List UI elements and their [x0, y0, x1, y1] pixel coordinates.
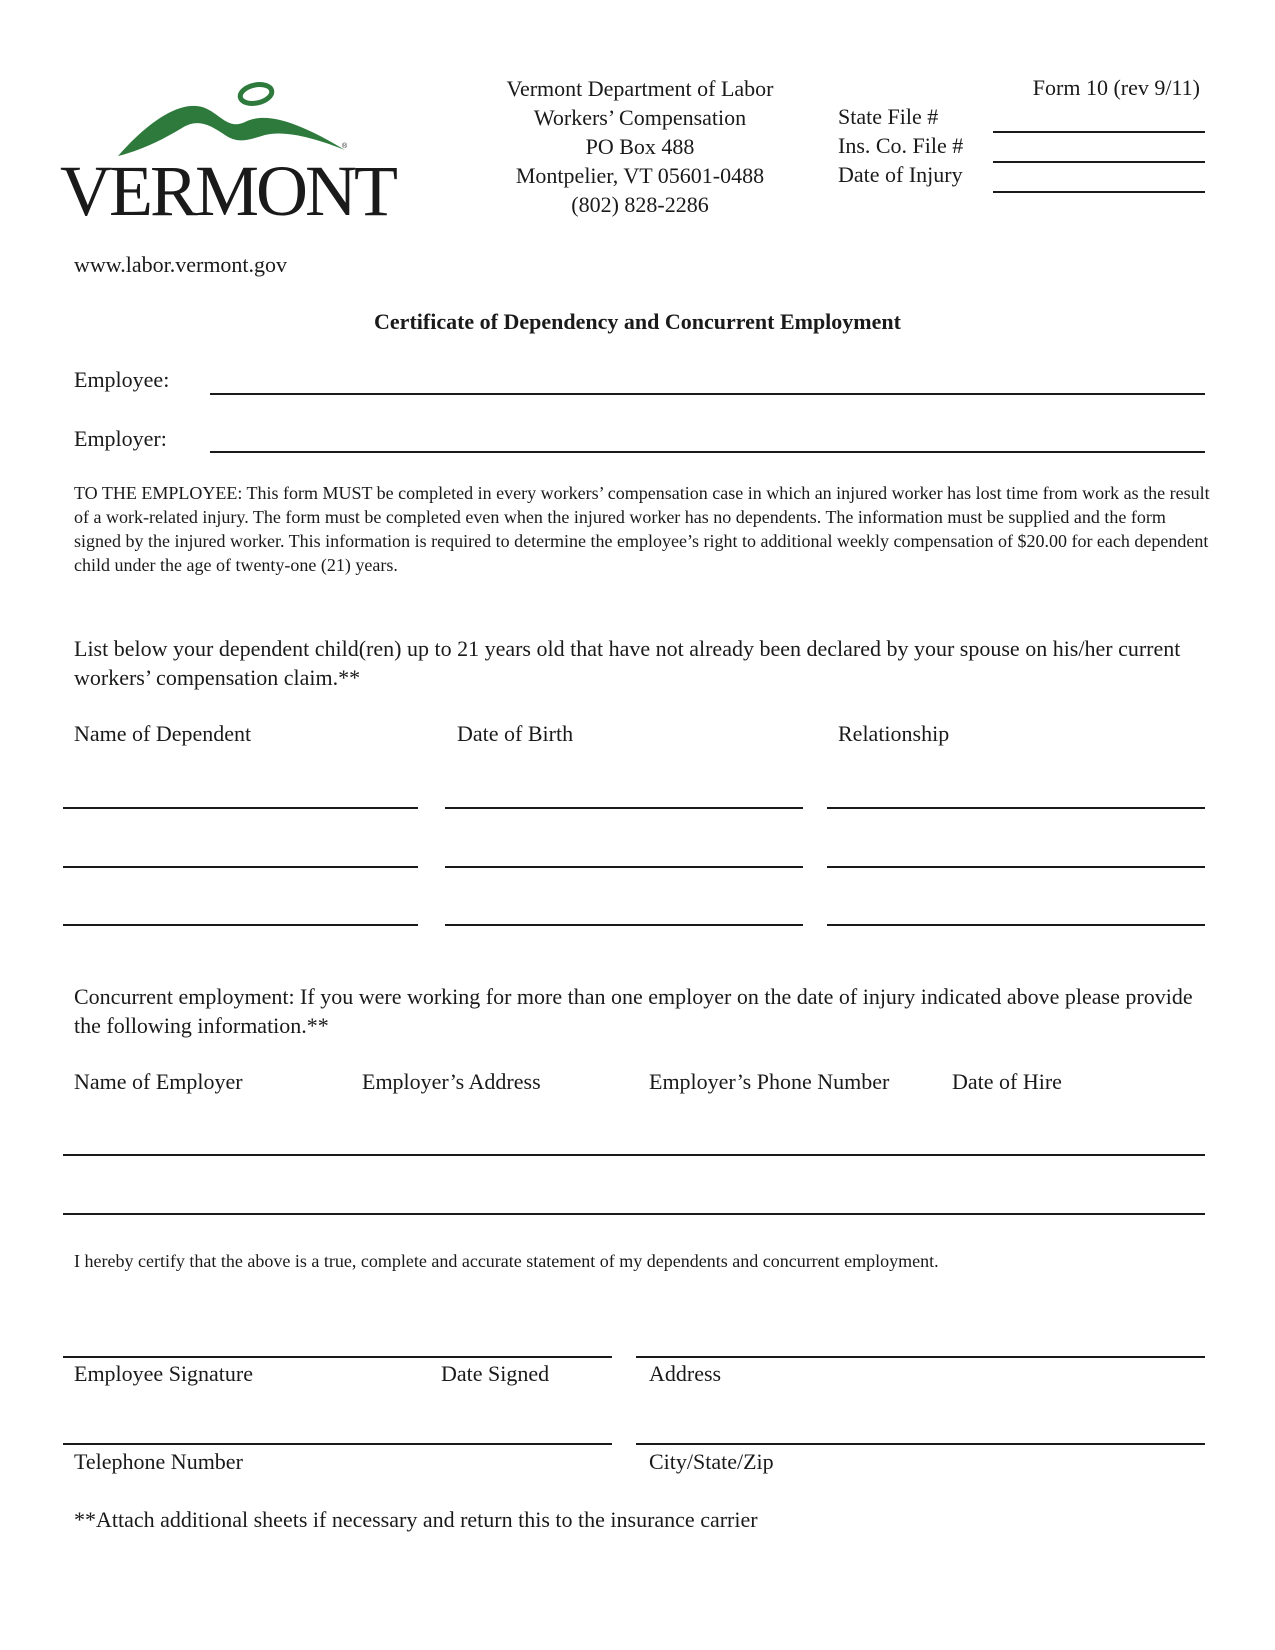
employer-address-header: Employer’s Address — [362, 1069, 541, 1094]
footnote: **Attach additional sheets if necessary and return this to the insurance carrier — [74, 1507, 758, 1532]
telephone-label: Telephone Number — [74, 1449, 243, 1474]
agency-line: Montpelier, VT 05601-0488 — [515, 163, 765, 188]
dependent-relationship-field[interactable] — [827, 807, 1205, 809]
dependent-name-header: Name of Dependent — [74, 721, 252, 746]
dependent-name-field[interactable] — [63, 924, 418, 926]
date-signed-label: Date Signed — [441, 1361, 550, 1386]
agency-line: Workers’ Compensation — [533, 105, 747, 130]
dependent-dob-field[interactable] — [445, 807, 803, 809]
website-link[interactable]: www.labor.vermont.gov — [74, 252, 288, 277]
ins-co-file-field[interactable] — [993, 161, 1205, 163]
certification-statement: I hereby certify that the above is a true, complete and accurate statement of my dependents and concurrent employment. — [74, 1251, 939, 1271]
telephone-field[interactable] — [63, 1443, 612, 1445]
state-file-label: State File # — [838, 104, 939, 129]
employer-phone-header: Employer’s Phone Number — [649, 1069, 890, 1094]
date-of-hire-header: Date of Hire — [952, 1069, 1062, 1094]
dependent-dob-field[interactable] — [445, 924, 803, 926]
employer-label: Employer: — [74, 426, 167, 451]
agency-line: Vermont Department of Labor — [506, 76, 774, 101]
employee-label: Employee: — [74, 367, 170, 392]
date-of-injury-label: Date of Injury — [838, 162, 963, 187]
dependent-dob-header: Date of Birth — [457, 721, 574, 746]
employee-signature-field[interactable] — [63, 1356, 612, 1358]
concurrent-employment-field[interactable] — [63, 1213, 1205, 1215]
dependent-name-field[interactable] — [63, 866, 418, 868]
address-field[interactable] — [636, 1356, 1205, 1358]
logo-text: VERMONT — [60, 151, 395, 231]
dependent-dob-field[interactable] — [445, 866, 803, 868]
form-id: Form 10 (rev 9/11) — [1032, 75, 1200, 100]
concurrent-employment-field[interactable] — [63, 1154, 1205, 1156]
employer-name-header: Name of Employer — [74, 1069, 243, 1094]
registered-mark: ® — [342, 143, 348, 150]
employee-field[interactable] — [210, 393, 1205, 395]
page-title: Certificate of Dependency and Concurrent Employment — [374, 309, 901, 334]
state-file-field[interactable] — [993, 131, 1205, 133]
agency-line: (802) 828-2286 — [571, 192, 709, 217]
dependent-relationship-field[interactable] — [827, 866, 1205, 868]
employee-signature-label: Employee Signature — [74, 1361, 254, 1386]
vermont-logo — [60, 80, 405, 230]
dependent-relationship-header: Relationship — [838, 721, 950, 746]
dependents-intro: List below your dependent child(ren) up to 21 years old that have not already been declared by your spouse on his/her current workers’ compensation claim.** — [74, 636, 1181, 690]
concurrent-employment-intro: Concurrent employment: If you were working for more than one employer on the date of injury indicated above please provide the following information.** — [74, 984, 1193, 1038]
dependent-name-field[interactable] — [63, 807, 418, 809]
date-of-injury-field[interactable] — [993, 191, 1205, 193]
agency-line: PO Box 488 — [585, 134, 695, 159]
city-state-zip-field[interactable] — [636, 1443, 1205, 1445]
city-state-zip-label: City/State/Zip — [649, 1449, 774, 1474]
dependent-relationship-field[interactable] — [827, 924, 1205, 926]
employer-field[interactable] — [210, 451, 1205, 453]
ins-co-file-label: Ins. Co. File # — [838, 133, 964, 158]
employee-instructions: TO THE EMPLOYEE: This form MUST be completed in every workers’ compensation case in which an injured worker has lost time from work as the result of a work-related injury. The form must be completed even when the injured worker has no dependents. The information must be supplied and the form signed by the injured worker. This information is required to determine the employee’s right to additional weekly compensation of $20.00 for each dependent child under the age of twenty-one (21) years. — [74, 483, 1210, 575]
address-label: Address — [649, 1361, 722, 1386]
agency-address — [440, 74, 840, 219]
